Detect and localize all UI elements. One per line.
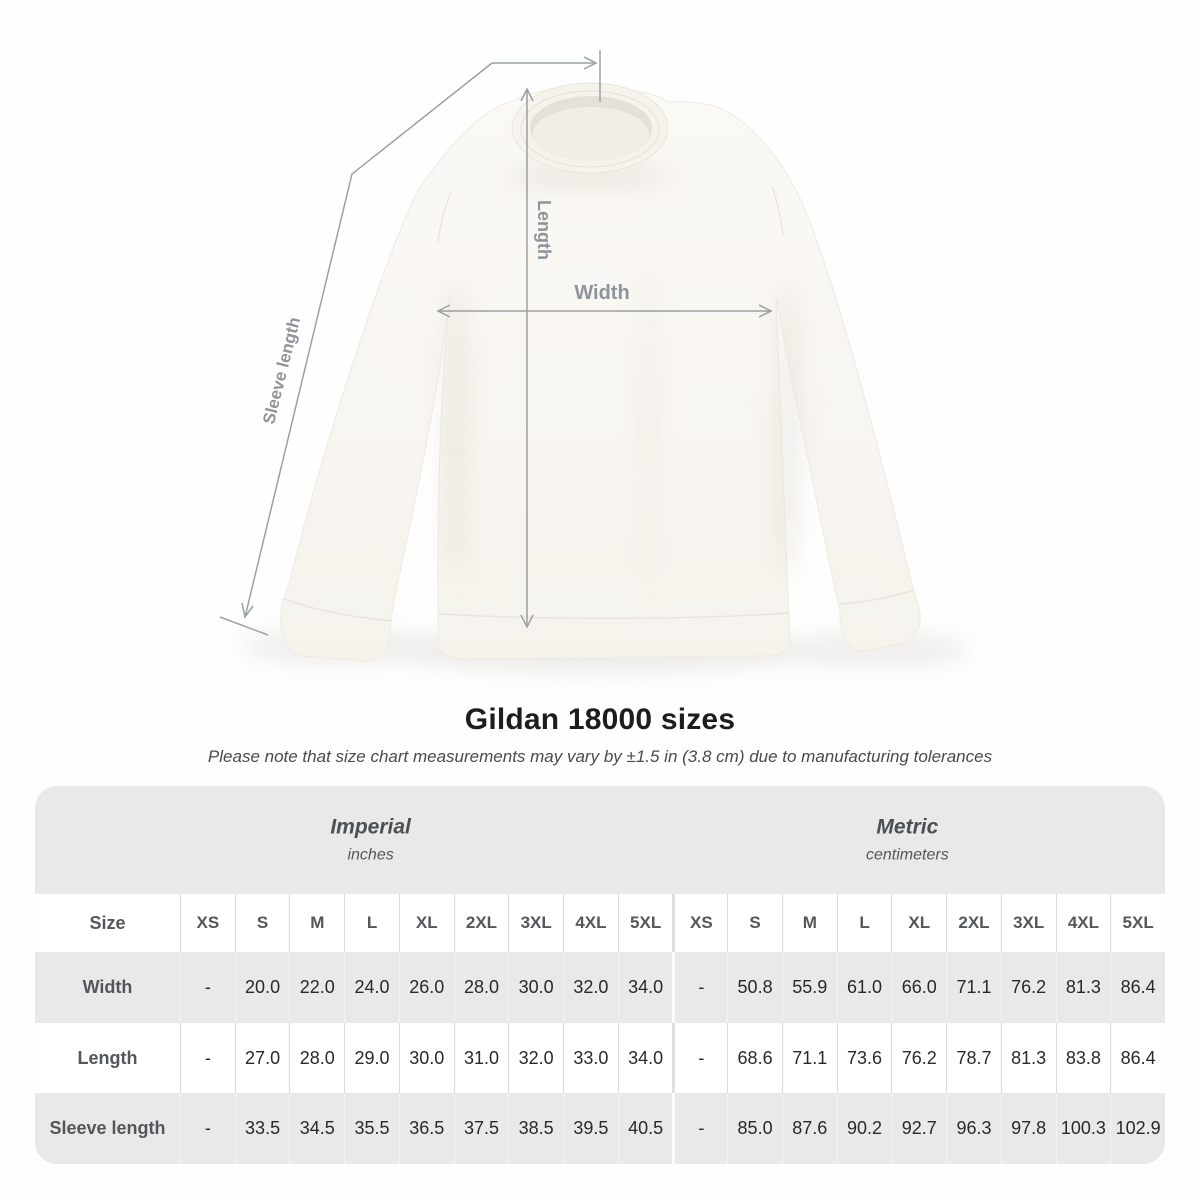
size-value: 85.0 [727,1093,782,1164]
size-value: 83.8 [1056,1023,1111,1093]
size-col-header: S [727,894,782,952]
size-value: 66.0 [891,952,946,1023]
size-value: 92.7 [891,1093,946,1164]
size-value: 68.6 [727,1023,782,1093]
size-value: 27.0 [235,1023,290,1093]
size-col-header: 2XL [946,894,1001,952]
size-value: 28.0 [289,1023,344,1093]
size-value: 30.0 [399,1023,454,1093]
size-col-header: XL [399,894,454,952]
size-col-header: L [837,894,892,952]
size-col-header: XS [672,894,727,952]
size-value: 31.0 [454,1023,509,1093]
size-value: 71.1 [782,1023,837,1093]
size-col-header: 3XL [1001,894,1056,952]
row-label: Length [35,1023,180,1093]
size-value: 76.2 [891,1023,946,1093]
size-value: 40.5 [618,1093,673,1164]
size-value: 34.5 [289,1093,344,1164]
size-col-header: M [289,894,344,952]
size-col-header: 4XL [1056,894,1111,952]
sleeve-length-label: Sleeve length [259,315,305,427]
size-corner-header: Size [35,894,180,952]
tolerance-note: Please note that size chart measurements may vary by ±1.5 in (3.8 cm) due to manufacturing tolerances [207,747,993,766]
size-value: - [180,1093,235,1164]
imperial-header [330,816,411,865]
size-value: 100.3 [1056,1093,1111,1164]
size-value: 61.0 [837,952,892,1023]
imperial-label: Imperial [330,815,411,839]
width-label: Width [574,282,630,304]
size-col-header: S [235,894,290,952]
size-value: 33.5 [235,1093,290,1164]
size-value: 87.6 [782,1093,837,1164]
page-title: Gildan 18000 sizes [464,703,736,736]
size-value: 32.0 [563,952,618,1023]
size-value: 86.4 [1110,952,1165,1023]
size-value: 35.5 [344,1093,399,1164]
size-table [35,786,1165,1164]
imperial-unit-label: inches [347,846,394,864]
size-col-header: 3XL [508,894,563,952]
size-value: 26.0 [399,952,454,1023]
cuff-tick-mark [220,617,268,635]
size-col-header: L [344,894,399,952]
size-value: 39.5 [563,1093,618,1164]
metric-header [866,816,949,865]
size-value: 29.0 [344,1023,399,1093]
size-value: 38.5 [508,1093,563,1164]
size-col-header: XS [180,894,235,952]
size-col-header: 2XL [454,894,509,952]
size-value: 37.5 [454,1093,509,1164]
size-value: 71.1 [946,952,1001,1023]
size-value: 86.4 [1110,1023,1165,1093]
size-value: 28.0 [454,952,509,1023]
size-value: - [672,1093,727,1164]
size-value: 34.0 [618,1023,673,1093]
size-value: 55.9 [782,952,837,1023]
size-value: 33.0 [563,1023,618,1093]
row-label: Sleeve length [35,1093,180,1164]
length-label: Length [534,200,554,260]
size-value: - [180,952,235,1023]
size-value: 102.9 [1110,1093,1165,1164]
size-value: 22.0 [289,952,344,1023]
size-value: 81.3 [1001,1023,1056,1093]
row-label: Width [35,952,180,1023]
size-col-header: 5XL [1110,894,1165,952]
size-col-header: 5XL [618,894,673,952]
size-col-header: XL [891,894,946,952]
size-value: 34.0 [618,952,673,1023]
size-value: 81.3 [1056,952,1111,1023]
size-value: 36.5 [399,1093,454,1164]
size-value: 20.0 [235,952,290,1023]
size-table-grid [35,894,1165,1164]
size-value: 76.2 [1001,952,1056,1023]
collar [512,83,668,173]
size-value: 73.6 [837,1023,892,1093]
metric-unit-label: centimeters [866,846,949,864]
unit-header [35,786,1165,894]
size-col-header: 4XL [563,894,618,952]
size-value: - [180,1023,235,1093]
size-value: 24.0 [344,952,399,1023]
size-value: 96.3 [946,1093,1001,1164]
metric-label: Metric [876,815,939,839]
size-value: 78.7 [946,1023,1001,1093]
size-value: 90.2 [837,1093,892,1164]
size-value: 30.0 [508,952,563,1023]
size-value: 32.0 [508,1023,563,1093]
size-value: 50.8 [727,952,782,1023]
sweatshirt-illustration [281,83,920,661]
size-value: - [672,1023,727,1093]
size-col-header: M [782,894,837,952]
size-value: 97.8 [1001,1093,1056,1164]
size-value: - [672,952,727,1023]
